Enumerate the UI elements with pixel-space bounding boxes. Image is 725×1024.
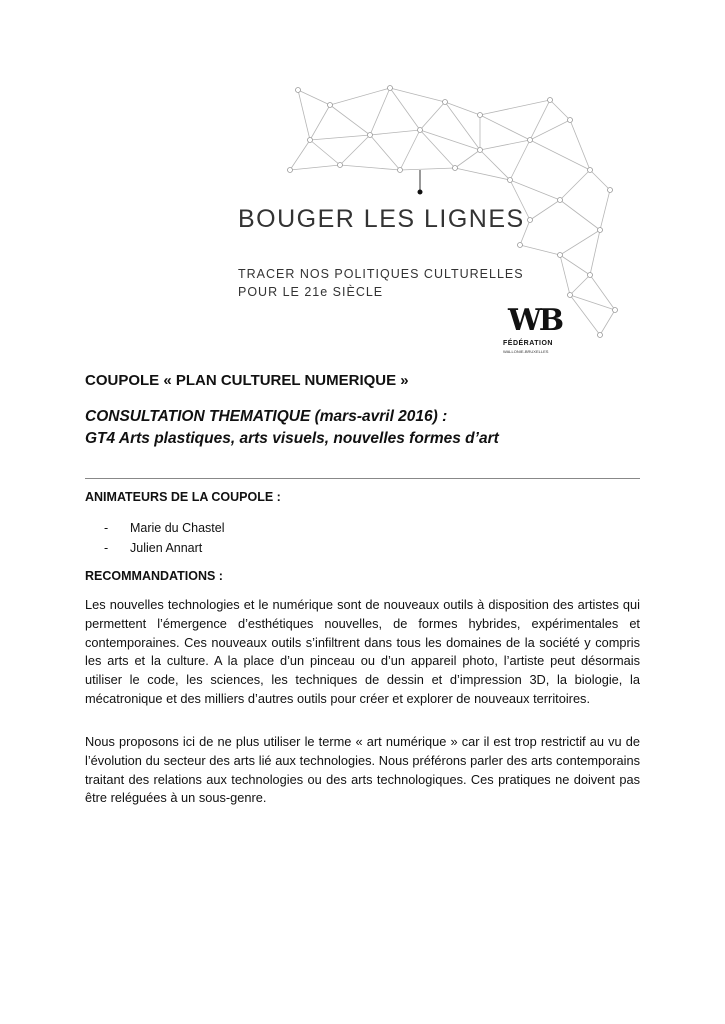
animator-name: Marie du Chastel: [130, 521, 225, 535]
logo-title: BOUGER LES LIGNES: [238, 205, 525, 233]
list-item: - Marie du Chastel: [104, 521, 225, 535]
subheading-line-2: GT4 Arts plastiques, arts visuels, nouvelles formes d’art: [85, 430, 499, 447]
document-heading: COUPOLE « PLAN CULTUREL NUMERIQUE »: [85, 372, 409, 389]
paragraph: Nous proposons ici de ne plus utiliser le terme « art numérique » car il est trop restrictif au vu de l’évolution du secteur des arts lié aux technologies. Nous préférons parler des arts contemporains traitant des relations aux technologies ou des arts technologiques. Ces pratiques ne doivent pas être reléguées à un sous-genre.: [85, 734, 640, 806]
recommendations-heading: RECOMMANDATIONS :: [85, 569, 223, 583]
federation-subname: WALLONIE-BRUXELLES: [503, 349, 549, 354]
federation-name: FÉDÉRATION: [503, 340, 553, 347]
list-item: - Julien Annart: [104, 541, 203, 555]
paragraph: Les nouvelles technologies et le numérique sont de nouveaux outils à disposition des artistes qui permettent l’émergence d’esthétiques nouvelles, de formes hybrides, expérimentales et contemporaines. Ces nouveaux outils s’infiltrent dans tous les domaines de la société y compris les arts et la culture. A la place d’un pinceau ou d’un appareil photo, l’artiste peut désormais utiliser le code, les sciences, les techniques de dessin et d’impression 3D, la biologie, la mécatronique et des milliers d’autres outils pour créer et explorer de nouveaux territoires.: [85, 597, 640, 706]
document-subheading: [85, 406, 499, 450]
logo-tagline-line2: POUR LE 21e SIÈCLE: [238, 285, 384, 299]
logo-tagline-line1: TRACER NOS POLITIQUES CULTURELLES: [238, 267, 524, 281]
animators-list: [104, 518, 225, 558]
animators-heading: ANIMATEURS DE LA COUPOLE :: [85, 490, 281, 504]
federation-logo-mark: WB: [508, 303, 562, 338]
divider: [85, 478, 640, 479]
subheading-line-1: CONSULTATION THEMATIQUE (mars-avril 2016) :: [85, 408, 448, 425]
animator-name: Julien Annart: [130, 541, 203, 555]
